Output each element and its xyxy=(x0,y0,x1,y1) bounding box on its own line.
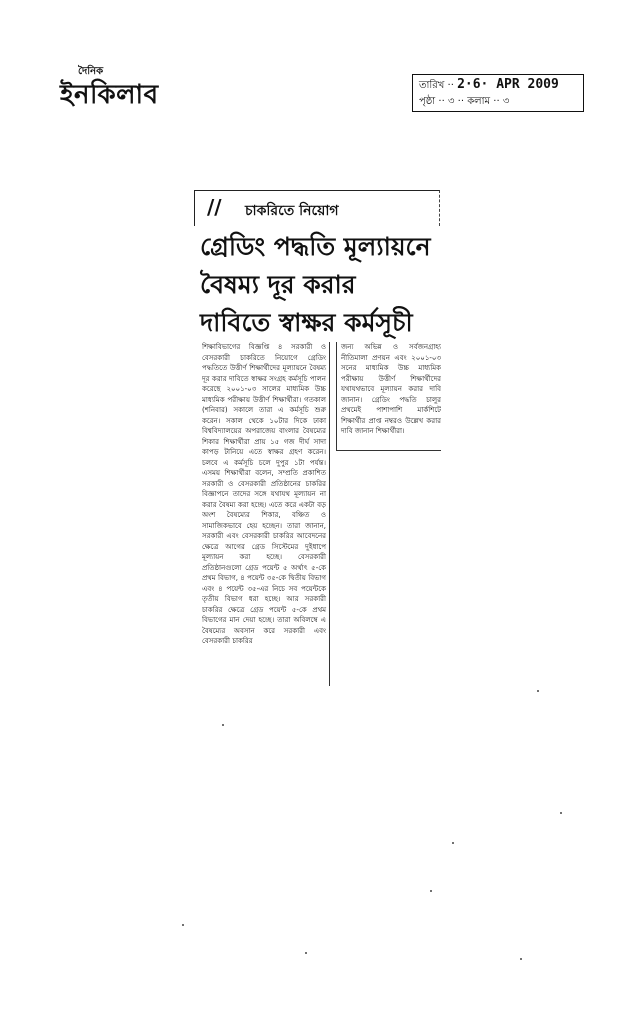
stamp-page-value: ৩ xyxy=(447,96,455,107)
headline-line: দাবিতে স্বাক্ষর কর্মসূচী xyxy=(200,308,413,337)
scan-speck xyxy=(520,958,522,960)
news-clipping xyxy=(194,190,444,700)
headline-line: গ্রেডিং পদ্ধতি মূল্যায়নে xyxy=(200,232,431,261)
scan-speck xyxy=(560,812,562,814)
article-body-right-column: জন্য অভিন্ন ও সর্বজনগ্রাহ্য নীতিমালা প্রণয়ন এবং ২০০১-০৩ সনের মাধ্যমিক উচ্চ মাধ্যমিক পরীক্ষায় উত্তীর্ণ শিক্ষার্থীদের যথাযথভাবে মূল্যায়ন করার দাবি জানান। গ্রেডিং পদ্ধতি চালুর প্রথমেই পাশাপাশি মার্কশিটে শিক্ষার্থীর প্রাপ্ত নম্বরও উল্লেখ করার দাবি জানান শিক্ষার্থীরা। xyxy=(336,342,441,451)
pen-mark: // xyxy=(207,195,222,219)
scan-speck xyxy=(537,690,539,692)
scan-speck xyxy=(305,952,307,954)
article-kicker: চাকরিতে নিয়োগ xyxy=(245,203,339,219)
scan-speck xyxy=(222,724,224,726)
stamp-date-value: 2·6· APR 2009 xyxy=(457,77,559,92)
stamp-page-label: পৃষ্ঠা xyxy=(419,96,436,107)
stamp-column-value: ৩ xyxy=(502,96,510,107)
article-body-left-column: শিক্ষাবিভাগের বিজ্ঞপ্তি ৪ সরকারী ও বেসরকারী চাকরিতে নিয়োগে গ্রেডিং পদ্ধতিতে উত্তীর্ণ শিক্ষার্থীদের মূল্যায়নে বৈষম্য দূর করার দাবিতে স্বাক্ষর সংগ্রহ কর্মসূচি পালন করেছে ২০০১-০৩ সালের মাধ্যমিক উচ্চ মাধ্যমিক পরীক্ষায় উত্তীর্ণ শিক্ষার্থীরা। গতকাল (শনিবার) সকালে তারা এ কর্মসূচি শুরু করেন। সকাল থেকে ১০টার দিকে ঢাকা বিশ্ববিদ্যালয়ের অপরাজেয় বাংলার বৈষম্যের শিকার শিক্ষার্থীরা প্রায় ১৫ গজ দীর্ঘ সাদা কাপড় টানিয়ে এতে স্বাক্ষর গ্রহণ করেন। চলবে এ কর্মসূচি চলে দুপুর ১টা পর্যন্ত। এসময় শিক্ষার্থীরা বলেন, সম্প্রতি প্রকাশিত সরকারী ও বেসরকারী প্রতিষ্ঠানের চাকরির বিজ্ঞাপনে তাদের সঙ্গে যথাযথ মূল্যায়ন না করার বৈষম্য করা হচ্ছে। এতে করে একটা বড় অংশ বৈষম্যের শিকার, বঞ্চিত ও সামাজিকভাবে হেয় হচ্ছেন। তারা জানান, সরকারী এবং বেসরকারী চাকরির আবেদনের ক্ষেত্রে আগের গ্রেড সিস্টেমের দুইধাপে মূল্যায়ন করা হচ্ছে। বেসরকারী প্রতিষ্ঠানগুলো গ্রেড পয়েন্ট ৫ অর্থাৎ ৫-কে প্রথম বিভাগ, ৪ পয়েন্ট ৩৫-কে দ্বিতীয় বিভাগ এবং ৪ পয়েন্ট ৩৫-এর নিচে সব পয়েন্টকে তৃতীয় বিভাগ ধরা হচ্ছে। আর সরকারী চাকরির ক্ষেত্রে গ্রেড পয়েন্ট ৫-কে প্রথম বিভাগের মান দেয়া হচ্ছে। তারা অবিলম্বে এ বৈষম্যের অবসান করে সরকারী এবং বেসরকারী চাকরির xyxy=(202,342,330,686)
stamp-page-row: পৃষ্ঠা ·· ৩ ·· কলাম ·· ৩ xyxy=(419,96,510,107)
stamp-date-label: তারিখ xyxy=(419,80,445,91)
newspaper-masthead xyxy=(60,66,210,116)
kicker-frame xyxy=(194,190,440,226)
scan-speck xyxy=(452,842,454,844)
stamp-column-label: কলাম xyxy=(467,96,491,107)
masthead-small-text: দৈনিক xyxy=(78,66,104,77)
article-headline xyxy=(200,228,440,342)
stamp-date-row: তারিখ ·· 2·6· APR 2009 xyxy=(419,77,559,92)
newspaper-logo: ইনকিলাব xyxy=(60,80,159,110)
scan-speck xyxy=(430,890,432,892)
scan-speck xyxy=(182,924,184,926)
headline-line: বৈষম্য দূর করার xyxy=(200,270,356,299)
date-stamp xyxy=(412,74,584,112)
